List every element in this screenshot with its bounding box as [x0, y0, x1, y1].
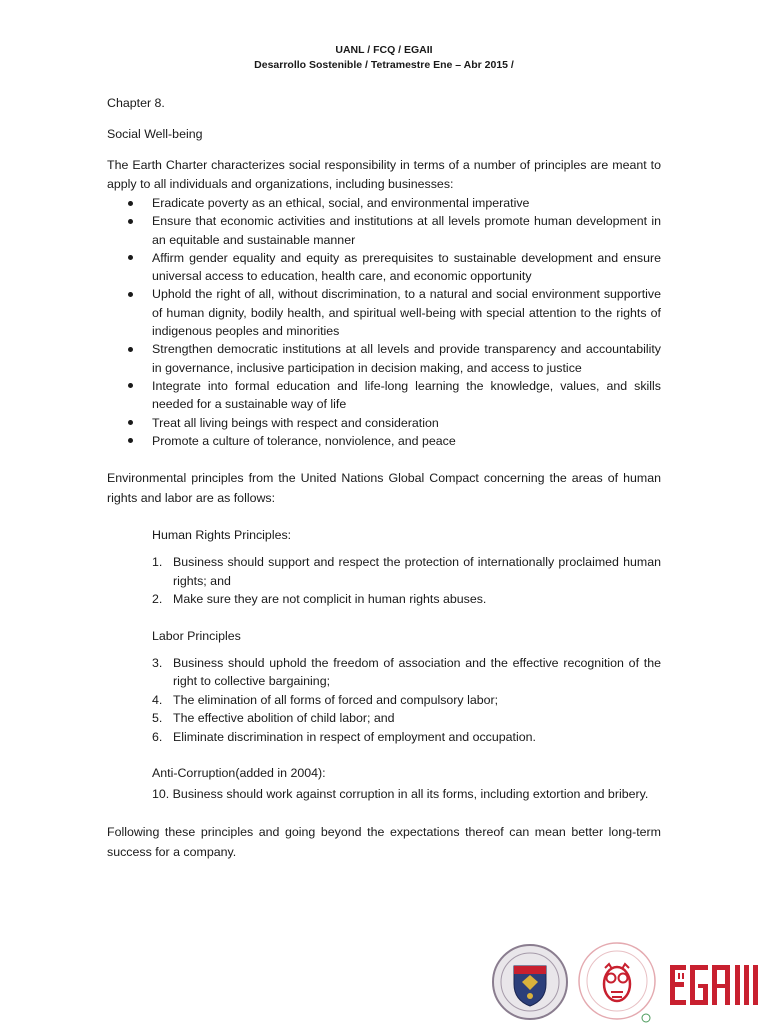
list-item: Eradicate poverty as an ethical, social, and environmental imperative — [107, 194, 661, 212]
anti-corruption-heading: Anti-Corruption(added in 2004): — [152, 766, 326, 781]
list-item: Treat all living beings with respect and consideration — [107, 414, 661, 432]
chapter-label: Chapter 8. — [107, 96, 165, 110]
anti-corruption-text: 10. Business should work against corruption in all its forms, including extortion and bribery. — [152, 787, 649, 802]
document-body — [107, 94, 661, 862]
list-item: 2. Make sure they are not complicit in human rights abuses. — [152, 592, 487, 607]
footer-logos — [490, 938, 768, 1024]
list-item: Strengthen democratic institutions at all levels and provide transparency and accountability in governance, inclusive participation in decision making, and access to justice — [107, 340, 661, 377]
header-line-2: Desarrollo Sostenible / Tetramestre Ene – Abr 2015 / — [254, 59, 514, 71]
header-line-1: UANL / FCQ / EGAII — [335, 44, 433, 56]
list-item: 4. The elimination of all forms of forced and compulsory labor; — [152, 692, 499, 707]
egaii-logo-text: EGAII — [716, 1007, 719, 1008]
human-rights-heading: Human Rights Principles: — [152, 528, 292, 543]
list-item: Affirm gender equality and equity as prerequisites to sustainable development and ensure universal access to education, health care, and economic opportunity — [107, 249, 661, 286]
list-item: 1. Business should support and respect the protection of internationally proclaimed human rights; and — [152, 555, 661, 588]
list-item: 6. Eliminate discrimination in respect of employment and occupation. — [152, 729, 536, 744]
bullet-icon — [128, 219, 133, 224]
bullet-icon — [128, 438, 133, 443]
bullet-icon — [128, 420, 133, 425]
university-seal-logo — [490, 942, 570, 1022]
bullet-icon — [128, 292, 133, 297]
earth-charter-list — [107, 194, 661, 450]
page-header — [0, 43, 768, 73]
list-item: 5. The effective abolition of child labor; and — [152, 711, 395, 726]
labor-heading: Labor Principles — [152, 628, 241, 643]
labor-section — [152, 627, 661, 747]
anti-corruption-section — [152, 764, 661, 804]
list-item: 3. Business should uphold the freedom of association and the effective recognition of the right to collective bargaining; — [152, 655, 661, 689]
bullet-icon — [128, 255, 133, 260]
bullet-icon — [128, 201, 133, 206]
list-item: Uphold the right of all, without discrimination, to a natural and social environment supportive of human dignity, bodily health, and spiritual well-being with special attention to the rights of indigenous peoples and minorities — [107, 285, 661, 340]
faculty-owl-seal-logo — [576, 940, 658, 1024]
list-item: Integrate into formal education and life-long learning the knowledge, values, and skills needed for a sustainable way of life — [107, 377, 661, 414]
egaii-logo — [668, 962, 764, 1008]
intro-paragraph: The Earth Charter characterizes social responsibility in terms of a number of principles are meant to apply to all individuals and organizations, including businesses: — [107, 158, 661, 191]
section-title: Social Well-being — [107, 127, 203, 141]
bullet-icon — [128, 347, 133, 352]
list-item: Promote a culture of tolerance, nonviolence, and peace — [107, 432, 661, 450]
conclusion-paragraph: Following these principles and going beyond the expectations thereof can mean better long-term success for a company. — [107, 825, 661, 860]
list-item: Ensure that economic activities and institutions at all levels promote human development in an equitable and sustainable manner — [107, 212, 661, 249]
human-rights-section — [152, 526, 661, 609]
global-compact-intro: Environmental principles from the United Nations Global Compact concerning the areas of human rights and labor are as follows: — [107, 471, 661, 506]
bullet-icon — [128, 383, 133, 388]
